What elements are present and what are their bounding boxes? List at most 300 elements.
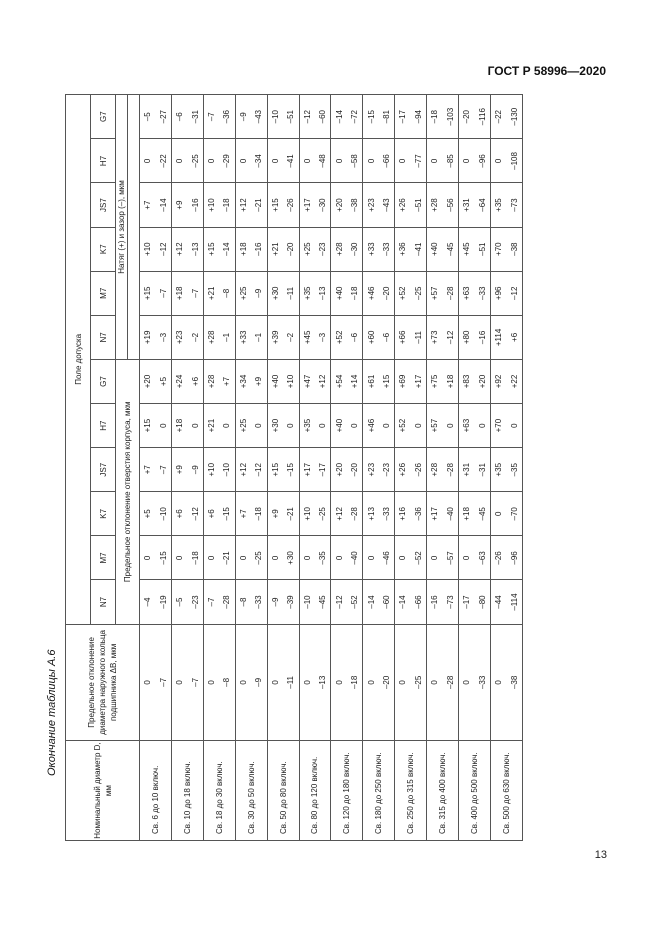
grade-header: N7	[91, 580, 116, 624]
value-cell	[490, 536, 522, 580]
cell-value: 0	[334, 680, 344, 685]
cell-value: –6	[350, 332, 360, 342]
cell-value: 0	[366, 555, 376, 561]
cell-value: +23	[175, 330, 185, 345]
cell-value: –73	[509, 198, 519, 212]
cell-value: –21	[286, 507, 296, 521]
value-cell	[235, 448, 267, 492]
cell-value: +5	[158, 376, 168, 387]
value-cell	[331, 359, 363, 403]
cell-value: +17	[302, 198, 312, 212]
outer-ring-deviation-cell	[459, 624, 491, 741]
cell-value: +15	[143, 286, 153, 301]
value-cell	[395, 227, 427, 271]
cell-value: –130	[509, 107, 519, 126]
cell-value: +83	[462, 374, 472, 389]
cell-value: –16	[430, 595, 440, 609]
value-cell	[427, 580, 459, 624]
cell-value: –64	[477, 198, 487, 212]
cell-value: –5	[175, 597, 185, 607]
cell-value: –7	[158, 677, 168, 687]
cell-value: –52	[413, 551, 423, 565]
value-cell	[363, 492, 395, 536]
cell-value: +25	[238, 418, 248, 433]
outer-ring-deviation-cell	[171, 624, 203, 741]
cell-value: +69	[398, 374, 408, 389]
cell-value: –17	[462, 595, 472, 609]
value-cell	[427, 183, 459, 227]
cell-value: +17	[413, 374, 423, 389]
cell-value: –26	[413, 463, 423, 477]
cell-value: +18	[175, 286, 185, 301]
nominal-diameter-cell: Св. 500 до 630 включ.	[490, 741, 522, 841]
cell-value: –12	[302, 110, 312, 124]
cell-value: –7	[207, 112, 217, 122]
value-cell	[331, 536, 363, 580]
table-row	[235, 95, 267, 841]
cell-value: +35	[302, 418, 312, 433]
value-cell	[171, 448, 203, 492]
cell-value: +25	[238, 286, 248, 301]
cell-value: –33	[382, 507, 392, 521]
value-cell	[395, 492, 427, 536]
value-cell	[395, 139, 427, 183]
cell-value: +17	[430, 507, 440, 521]
cell-value: 0	[270, 158, 280, 164]
cell-value: –45	[477, 507, 487, 521]
value-cell	[203, 315, 235, 359]
value-cell	[490, 315, 522, 359]
cell-value: +15	[270, 198, 280, 212]
cell-value: 0	[398, 555, 408, 561]
cell-value: +12	[238, 462, 248, 477]
cell-value: –23	[190, 595, 200, 609]
cell-value: 0	[350, 423, 360, 428]
nominal-diameter-cell: Св. 50 до 80 включ.	[267, 741, 299, 841]
nominal-diameter-cell: Св. 400 до 500 включ.	[459, 741, 491, 841]
cell-value: +14	[350, 374, 360, 389]
cell-value: 0	[430, 680, 440, 685]
cell-value: +28	[207, 330, 217, 345]
cell-value: –6	[175, 112, 185, 122]
cell-value: –26	[494, 551, 504, 565]
cell-value: –12	[509, 286, 519, 300]
value-cell	[171, 536, 203, 580]
cell-value: –9	[254, 288, 264, 298]
cell-value: –9	[254, 677, 264, 687]
grade-header: K7	[91, 492, 116, 536]
cell-value: –51	[286, 110, 296, 124]
cell-value: +70	[494, 418, 504, 433]
value-cell	[267, 227, 299, 271]
cell-value: +80	[462, 330, 472, 345]
rotated-table-wrapper	[65, 94, 523, 841]
cell-value: +30	[270, 418, 280, 433]
value-cell	[235, 404, 267, 448]
cell-value: –25	[413, 286, 423, 300]
cell-value: +20	[334, 462, 344, 477]
table-row	[363, 95, 395, 841]
cell-value: +21	[207, 418, 217, 433]
table-row	[490, 95, 522, 841]
grade-header: JS7	[91, 183, 116, 227]
cell-value: –33	[382, 242, 392, 256]
value-cell	[459, 271, 491, 315]
cell-value: +46	[366, 418, 376, 433]
cell-value: –25	[413, 675, 423, 690]
cell-value: 0	[430, 555, 440, 561]
table-row	[203, 95, 235, 841]
cell-value: –60	[382, 595, 392, 609]
value-cell	[267, 448, 299, 492]
value-cell	[459, 448, 491, 492]
value-cell	[331, 95, 363, 139]
value-cell	[203, 492, 235, 536]
cell-value: 0	[143, 158, 153, 164]
cell-value: –36	[413, 507, 423, 521]
value-cell	[427, 492, 459, 536]
cell-value: +22	[509, 374, 519, 389]
value-cell	[171, 404, 203, 448]
value-cell	[235, 536, 267, 580]
value-cell	[299, 183, 331, 227]
cell-value: –12	[254, 463, 264, 477]
cell-value: 0	[462, 555, 472, 561]
cell-value: +25	[302, 242, 312, 256]
cell-value: +73	[430, 330, 440, 345]
cell-value: +92	[494, 374, 504, 389]
cell-value: –38	[509, 242, 519, 256]
cell-value: –9	[270, 597, 280, 607]
cell-value: +114	[494, 328, 504, 347]
cell-value: 0	[158, 423, 168, 428]
cell-value: –38	[350, 198, 360, 212]
cell-value: –73	[445, 595, 455, 609]
header-fit-spacer	[128, 95, 140, 360]
cell-value: –41	[286, 154, 296, 168]
value-cell	[459, 183, 491, 227]
cell-value: +9	[175, 200, 185, 210]
value-cell	[171, 271, 203, 315]
cell-value: +10	[143, 242, 153, 256]
cell-value: –44	[494, 595, 504, 609]
value-cell	[235, 271, 267, 315]
cell-value: +46	[366, 286, 376, 301]
cell-value: –28	[445, 675, 455, 690]
cell-value: +28	[430, 462, 440, 477]
cell-value: –30	[318, 198, 328, 212]
cell-value: –20	[286, 242, 296, 256]
cell-value: –94	[413, 110, 423, 124]
cell-value: 0	[334, 555, 344, 561]
cell-value: +23	[366, 462, 376, 477]
value-cell	[459, 580, 491, 624]
outer-ring-deviation-cell	[267, 624, 299, 741]
value-cell	[331, 404, 363, 448]
cell-value: +9	[254, 376, 264, 387]
cell-value: –17	[398, 110, 408, 124]
value-cell	[299, 448, 331, 492]
cell-value: 0	[302, 680, 312, 685]
header-outer-ring-deviation: Предельное отклонение диаметра наружного кольца подшипника ΔB, мкм	[66, 624, 140, 741]
value-cell	[267, 95, 299, 139]
cell-value: +45	[302, 330, 312, 345]
cell-value: +15	[382, 374, 392, 389]
cell-value: +7	[222, 376, 232, 387]
cell-value: +40	[270, 374, 280, 389]
cell-value: 0	[477, 423, 487, 428]
cell-value: 0	[462, 158, 472, 164]
cell-value: +36	[398, 242, 408, 256]
cell-value: –58	[350, 154, 360, 168]
value-cell	[427, 359, 459, 403]
value-cell	[427, 271, 459, 315]
value-cell	[235, 95, 267, 139]
cell-value: –16	[254, 242, 264, 256]
value-cell	[490, 448, 522, 492]
value-cell	[427, 315, 459, 359]
cell-value: +9	[175, 465, 185, 475]
header-tolerance-field: Поле допуска	[66, 95, 91, 625]
cell-value: +40	[334, 418, 344, 433]
outer-ring-deviation-cell	[235, 624, 267, 741]
value-cell	[363, 183, 395, 227]
value-cell	[331, 492, 363, 536]
value-cell	[331, 580, 363, 624]
cell-value: –22	[158, 154, 168, 168]
table-row	[331, 95, 363, 841]
cell-value: –16	[190, 198, 200, 212]
cell-value: –7	[158, 288, 168, 298]
cell-value: 0	[398, 680, 408, 685]
cell-value: –10	[158, 507, 168, 521]
value-cell	[140, 183, 172, 227]
cell-value: +33	[366, 242, 376, 256]
table-row	[395, 95, 427, 841]
cell-value: –12	[445, 330, 455, 345]
cell-value: –60	[318, 110, 328, 124]
value-cell	[363, 95, 395, 139]
value-cell	[203, 139, 235, 183]
cell-value: +10	[207, 198, 217, 212]
cell-value: –15	[286, 463, 296, 477]
cell-value: –11	[413, 331, 423, 344]
cell-value: –7	[190, 288, 200, 298]
value-cell	[490, 271, 522, 315]
cell-value: +28	[207, 374, 217, 389]
value-cell	[267, 139, 299, 183]
table-caption: Окончание таблицы А.6	[46, 649, 58, 776]
cell-value: –81	[382, 110, 392, 124]
value-cell	[395, 271, 427, 315]
value-cell	[363, 359, 395, 403]
cell-value: +34	[238, 374, 248, 389]
cell-value: +52	[334, 330, 344, 345]
cell-value: +6	[190, 376, 200, 387]
cell-value: 0	[143, 680, 153, 685]
cell-value: –103	[445, 107, 455, 126]
cell-value: –14	[366, 595, 376, 609]
cell-value: –18	[350, 675, 360, 690]
value-cell	[140, 139, 172, 183]
cell-value: –33	[477, 675, 487, 690]
cell-value: +57	[430, 286, 440, 301]
value-cell	[171, 359, 203, 403]
value-cell	[203, 183, 235, 227]
cell-value: –57	[445, 551, 455, 565]
cell-value: 0	[334, 158, 344, 164]
cell-value: –17	[318, 463, 328, 477]
cell-value: +18	[238, 242, 248, 256]
cell-value: +10	[286, 374, 296, 389]
cell-value: +45	[462, 242, 472, 256]
value-cell	[331, 315, 363, 359]
value-cell	[140, 536, 172, 580]
cell-value: –96	[509, 551, 519, 565]
cell-value: 0	[398, 158, 408, 164]
grade-header: K7	[91, 227, 116, 271]
cell-value: +20	[143, 374, 153, 389]
cell-value: 0	[366, 158, 376, 164]
cell-value: –1	[254, 332, 264, 342]
nominal-diameter-cell: Св. 180 до 250 включ.	[363, 741, 395, 841]
cell-value: –19	[158, 595, 168, 609]
outer-ring-deviation-cell	[490, 624, 522, 741]
value-cell	[267, 404, 299, 448]
value-cell	[490, 227, 522, 271]
outer-ring-deviation-cell	[427, 624, 459, 741]
cell-value: –39	[286, 595, 296, 609]
grade-header: G7	[91, 95, 116, 139]
cell-value: –28	[222, 595, 232, 609]
cell-value: +28	[430, 198, 440, 212]
value-cell	[299, 359, 331, 403]
outer-ring-deviation-cell	[331, 624, 363, 741]
cell-value: –11	[286, 675, 296, 689]
cell-value: 0	[382, 423, 392, 428]
value-cell	[235, 580, 267, 624]
value-cell	[395, 359, 427, 403]
cell-value: +6	[175, 509, 185, 519]
cell-value: 0	[509, 423, 519, 428]
value-cell	[235, 315, 267, 359]
value-cell	[203, 359, 235, 403]
cell-value: +66	[398, 330, 408, 345]
value-cell	[267, 580, 299, 624]
value-cell	[235, 359, 267, 403]
cell-value: –9	[238, 112, 248, 122]
cell-value: +30	[270, 286, 280, 301]
cell-value: +21	[270, 242, 280, 256]
value-cell	[203, 271, 235, 315]
value-cell	[395, 580, 427, 624]
cell-value: –45	[445, 242, 455, 256]
cell-value: –72	[350, 110, 360, 124]
value-cell	[299, 492, 331, 536]
cell-value: –34	[254, 154, 264, 168]
cell-value: +7	[143, 465, 153, 475]
cell-value: –18	[254, 507, 264, 521]
cell-value: 0	[286, 423, 296, 428]
cell-value: –4	[143, 597, 153, 607]
cell-value: –7	[207, 597, 217, 607]
cell-value: –14	[334, 110, 344, 124]
value-cell	[267, 492, 299, 536]
value-cell	[363, 404, 395, 448]
cell-value: –7	[190, 677, 200, 687]
cell-value: –18	[222, 198, 232, 212]
value-cell	[171, 183, 203, 227]
cell-value: +15	[207, 242, 217, 256]
cell-value: –25	[190, 154, 200, 168]
cell-value: +19	[143, 330, 153, 345]
cell-value: –2	[190, 332, 200, 342]
cell-value: 0	[175, 158, 185, 164]
cell-value: –33	[254, 595, 264, 609]
grade-header: H7	[91, 139, 116, 183]
cell-value: –21	[222, 551, 232, 565]
value-cell	[299, 404, 331, 448]
value-cell	[299, 95, 331, 139]
nominal-diameter-cell: Св. 18 до 30 включ.	[203, 741, 235, 841]
cell-value: +96	[494, 286, 504, 301]
cell-value: 0	[207, 555, 217, 561]
value-cell	[171, 95, 203, 139]
cell-value: –11	[286, 286, 296, 300]
cell-value: –40	[350, 551, 360, 565]
value-cell	[427, 95, 459, 139]
cell-value: –7	[158, 465, 168, 475]
cell-value: +17	[302, 462, 312, 477]
cell-value: –46	[382, 551, 392, 565]
value-cell	[171, 315, 203, 359]
cell-value: –40	[445, 507, 455, 521]
nominal-diameter-cell: Св. 80 до 120 включ.	[299, 741, 331, 841]
outer-ring-deviation-cell	[299, 624, 331, 741]
cell-value: 0	[175, 680, 185, 685]
value-cell	[299, 139, 331, 183]
cell-value: –80	[477, 595, 487, 609]
value-cell	[395, 183, 427, 227]
value-cell	[459, 315, 491, 359]
value-cell	[459, 227, 491, 271]
value-cell	[331, 271, 363, 315]
cell-value: –70	[509, 507, 519, 521]
nominal-diameter-cell: Св. 10 до 18 включ.	[171, 741, 203, 841]
grade-header: G7	[91, 359, 116, 403]
cell-value: +75	[430, 374, 440, 389]
cell-value: –31	[477, 463, 487, 477]
cell-value: –43	[382, 198, 392, 212]
cell-value: 0	[430, 158, 440, 164]
cell-value: 0	[366, 680, 376, 685]
value-cell	[299, 315, 331, 359]
cell-value: +21	[207, 286, 217, 301]
value-cell	[363, 536, 395, 580]
cell-value: –31	[190, 110, 200, 124]
cell-value: –25	[254, 551, 264, 565]
cell-value: –51	[477, 242, 487, 256]
value-cell	[140, 580, 172, 624]
value-cell	[299, 580, 331, 624]
cell-value: –25	[318, 507, 328, 521]
cell-value: –15	[366, 110, 376, 124]
grade-header: M7	[91, 271, 116, 315]
cell-value: –14	[398, 595, 408, 609]
cell-value: –10	[270, 110, 280, 124]
cell-value: –56	[445, 198, 455, 212]
value-cell	[235, 183, 267, 227]
